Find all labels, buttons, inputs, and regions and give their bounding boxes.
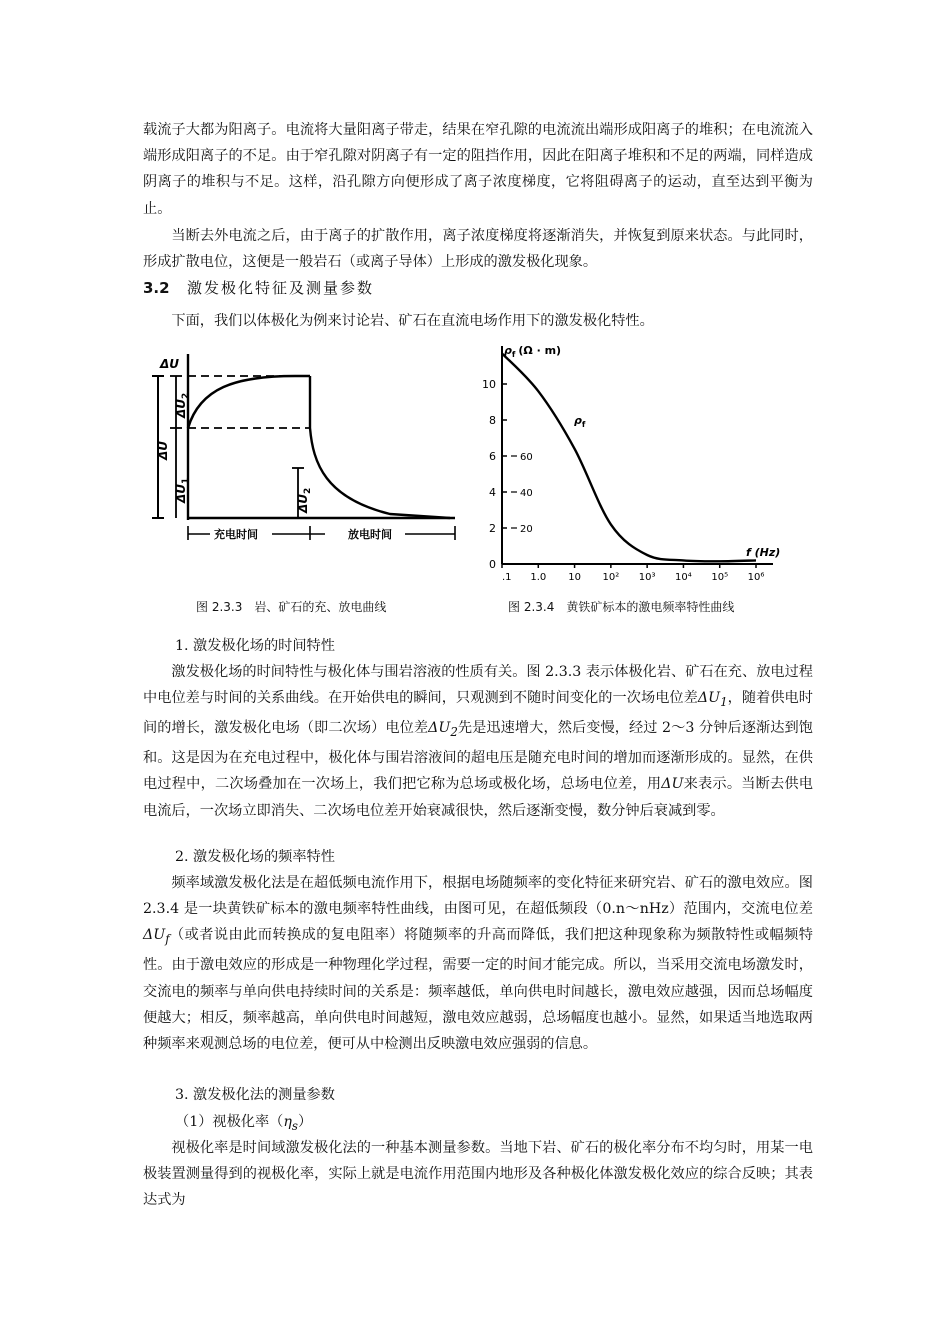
subheading-parameters: 3. 激发极化法的测量参数 — [175, 1087, 335, 1103]
section-number: 3.2 — [143, 279, 170, 297]
yaxis-label: $\rho_f$ (Ω · m) — [504, 344, 562, 359]
label-du-top: ΔU — [160, 357, 180, 371]
label-du-left: ΔU — [156, 440, 170, 460]
symbol-du2: $\Delta U_2$ — [428, 720, 458, 740]
y-tick-label: 10 — [482, 378, 496, 391]
label-du2-mid: $\Delta U_2$ — [296, 487, 313, 513]
label-du1: $\Delta U_1$ — [174, 477, 191, 503]
paragraph-apparent-polarizability: 视极化率是时间域激发极化法的一种基本测量参数。当地下岩、矿石的极化率分布不均匀时，用某一电极装置测量得到的视极化率，实际上就是电流作用范围内地形及各种极化体激发极化效应的综合反映；其表达式为 — [143, 1140, 813, 1209]
x-tick-label: 10⁴ — [675, 572, 692, 583]
caption-text: 岩、矿石的充、放电曲线 — [254, 600, 387, 614]
label-discharge-time: 放电时间 — [348, 528, 392, 541]
label-du2-left: $\Delta U_2$ — [174, 392, 191, 418]
y-tick-label: 8 — [489, 414, 496, 427]
symbol-du1: $\Delta U_1$ — [697, 690, 728, 710]
x-tick-label: 1.0 — [530, 572, 547, 583]
xaxis-label: f (Hz) — [746, 546, 781, 559]
paragraph-intro: 载流子大都为阳离子。电流将大量阳离子带走，结果在窄孔隙的电流流出端形成阳离子的堆积；在电流流入端形成阳离子的不足。由于窄孔隙对阴离子有一定的阻挡作用，因此在阳离子堆积和不足的两端，同样造成阴离子的堆积与不足。这样，沿孔隙方向便形成了离子浓度梯度，它将阻碍离子的运动，直至达到平衡为止。 — [143, 122, 813, 217]
caption-figure-2-3-3 — [196, 598, 386, 615]
caption-text: 黄铁矿标本的激电频率特性曲线 — [566, 600, 735, 614]
paragraph-time-characteristics: 激发极化场的时间特性与极化体与围岩溶液的性质有关。图 2.3.3 表示体极化岩、矿石在充、放电过程中电位差与时间的关系曲线。在开始供电的瞬间，只观测到不随时间变化的一次场电位差$\Delta U_1$，随着供电时间的增长，激发极化电场（即二次场）电位差$\Delta U_2$先是迅速增大，然后变慢，经过 2～3 分钟后逐渐达到饱和。这是因为在充电过程中，极化体与围岩溶液间的超电压是随充电时间的增加而逐渐形成的。显然，在供电过程中，二次场叠加在一次场上，我们把它称为总场或极化场，总场电位差，用ΔU来表示。当断去供电电流后，一次场立即消失、二次场电位差开始衰减很快，然后逐渐变慢，数分钟后衰减到零。 — [143, 664, 813, 819]
label-charge-time: 充电时间 — [214, 528, 258, 541]
y2-tick-label: 40 — [520, 488, 533, 499]
curve-label: $\rho_f$ — [574, 414, 586, 429]
subheading-frequency: 2. 激发极化场的频率特性 — [175, 849, 335, 865]
symbol-eta: $\eta_s$ — [283, 1114, 298, 1133]
x-tick-label: 10² — [602, 572, 620, 583]
figure-frequency-curve — [478, 338, 798, 590]
subheading-time: 1. 激发极化场的时间特性 — [175, 638, 335, 654]
y-tick-label: 0 — [489, 558, 496, 571]
paragraph-frequency-characteristics: 频率域激发极化法是在超低频电流作用下，根据电场随频率的变化特征来研究岩、矿石的激电效应。图 2.3.4 是一块黄铁矿标本的激电频率特性曲线，由图可见，在超低频段（0.n～nHz）范围内，交流电位差$\Delta U_f$（或者说由此而转换成的复电阻率）将随频率的升高而降低，我们把这种现象称为频散特性或幅频特性。由于激电效应的形成是一种物理化学过程，需要一定的时间才能完成。所以，当采用交流电场激发时，交流电的频率与单向供电持续时间的关系是：频率越低，单向供电时间越长，激电效应越强，因而总场幅度便越大；相反，频率越高，单向供电时间越短，激电效应越弱，总场幅度也越小。显然，如果适当地选取两种频率来观测总场的电位差，便可从中检测出反映激电效应强弱的信息。 — [143, 875, 813, 1053]
caption-figure-2-3-4 — [508, 598, 734, 615]
x-tick-label: 10 — [568, 572, 581, 583]
x-tick-label: 10⁵ — [711, 572, 729, 583]
x-tick-label: 10³ — [638, 572, 656, 583]
x-tick-label: 10⁶ — [747, 572, 765, 583]
paragraph-discharge: 当断去外电流之后，由于离子的扩散作用，离子浓度梯度将逐渐消失，并恢复到原来状态。与此同时，形成扩散电位，这便是一般岩石（或离子导体）上形成的激发极化现象。 — [143, 228, 813, 271]
subheading-apparent-polarizability: （1）视极化率$(\eta_s)$ — [175, 1114, 313, 1133]
series-line-rho — [502, 353, 756, 561]
y-tick-label: 6 — [489, 450, 496, 463]
section-title: 激发极化特征及测量参数 — [187, 279, 375, 297]
caption-id: 图 2.3.4 — [508, 600, 555, 614]
caption-id: 图 2.3.3 — [196, 600, 243, 614]
section-heading — [143, 277, 374, 298]
paragraph-lead: 下面，我们以体极化为例来讨论岩、矿石在直流电场作用下的激发极化特性。 — [171, 313, 654, 329]
symbol-du: ΔU — [661, 776, 684, 793]
symbol-duf: $\Delta U_f$ — [143, 927, 170, 947]
y-tick-label: 2 — [489, 522, 496, 535]
y-tick-label: 4 — [489, 486, 496, 499]
y2-tick-label: 20 — [520, 524, 533, 535]
figure-charge-discharge — [150, 348, 470, 548]
y2-tick-label: 60 — [520, 452, 533, 463]
x-tick-label: .1 — [502, 572, 512, 583]
